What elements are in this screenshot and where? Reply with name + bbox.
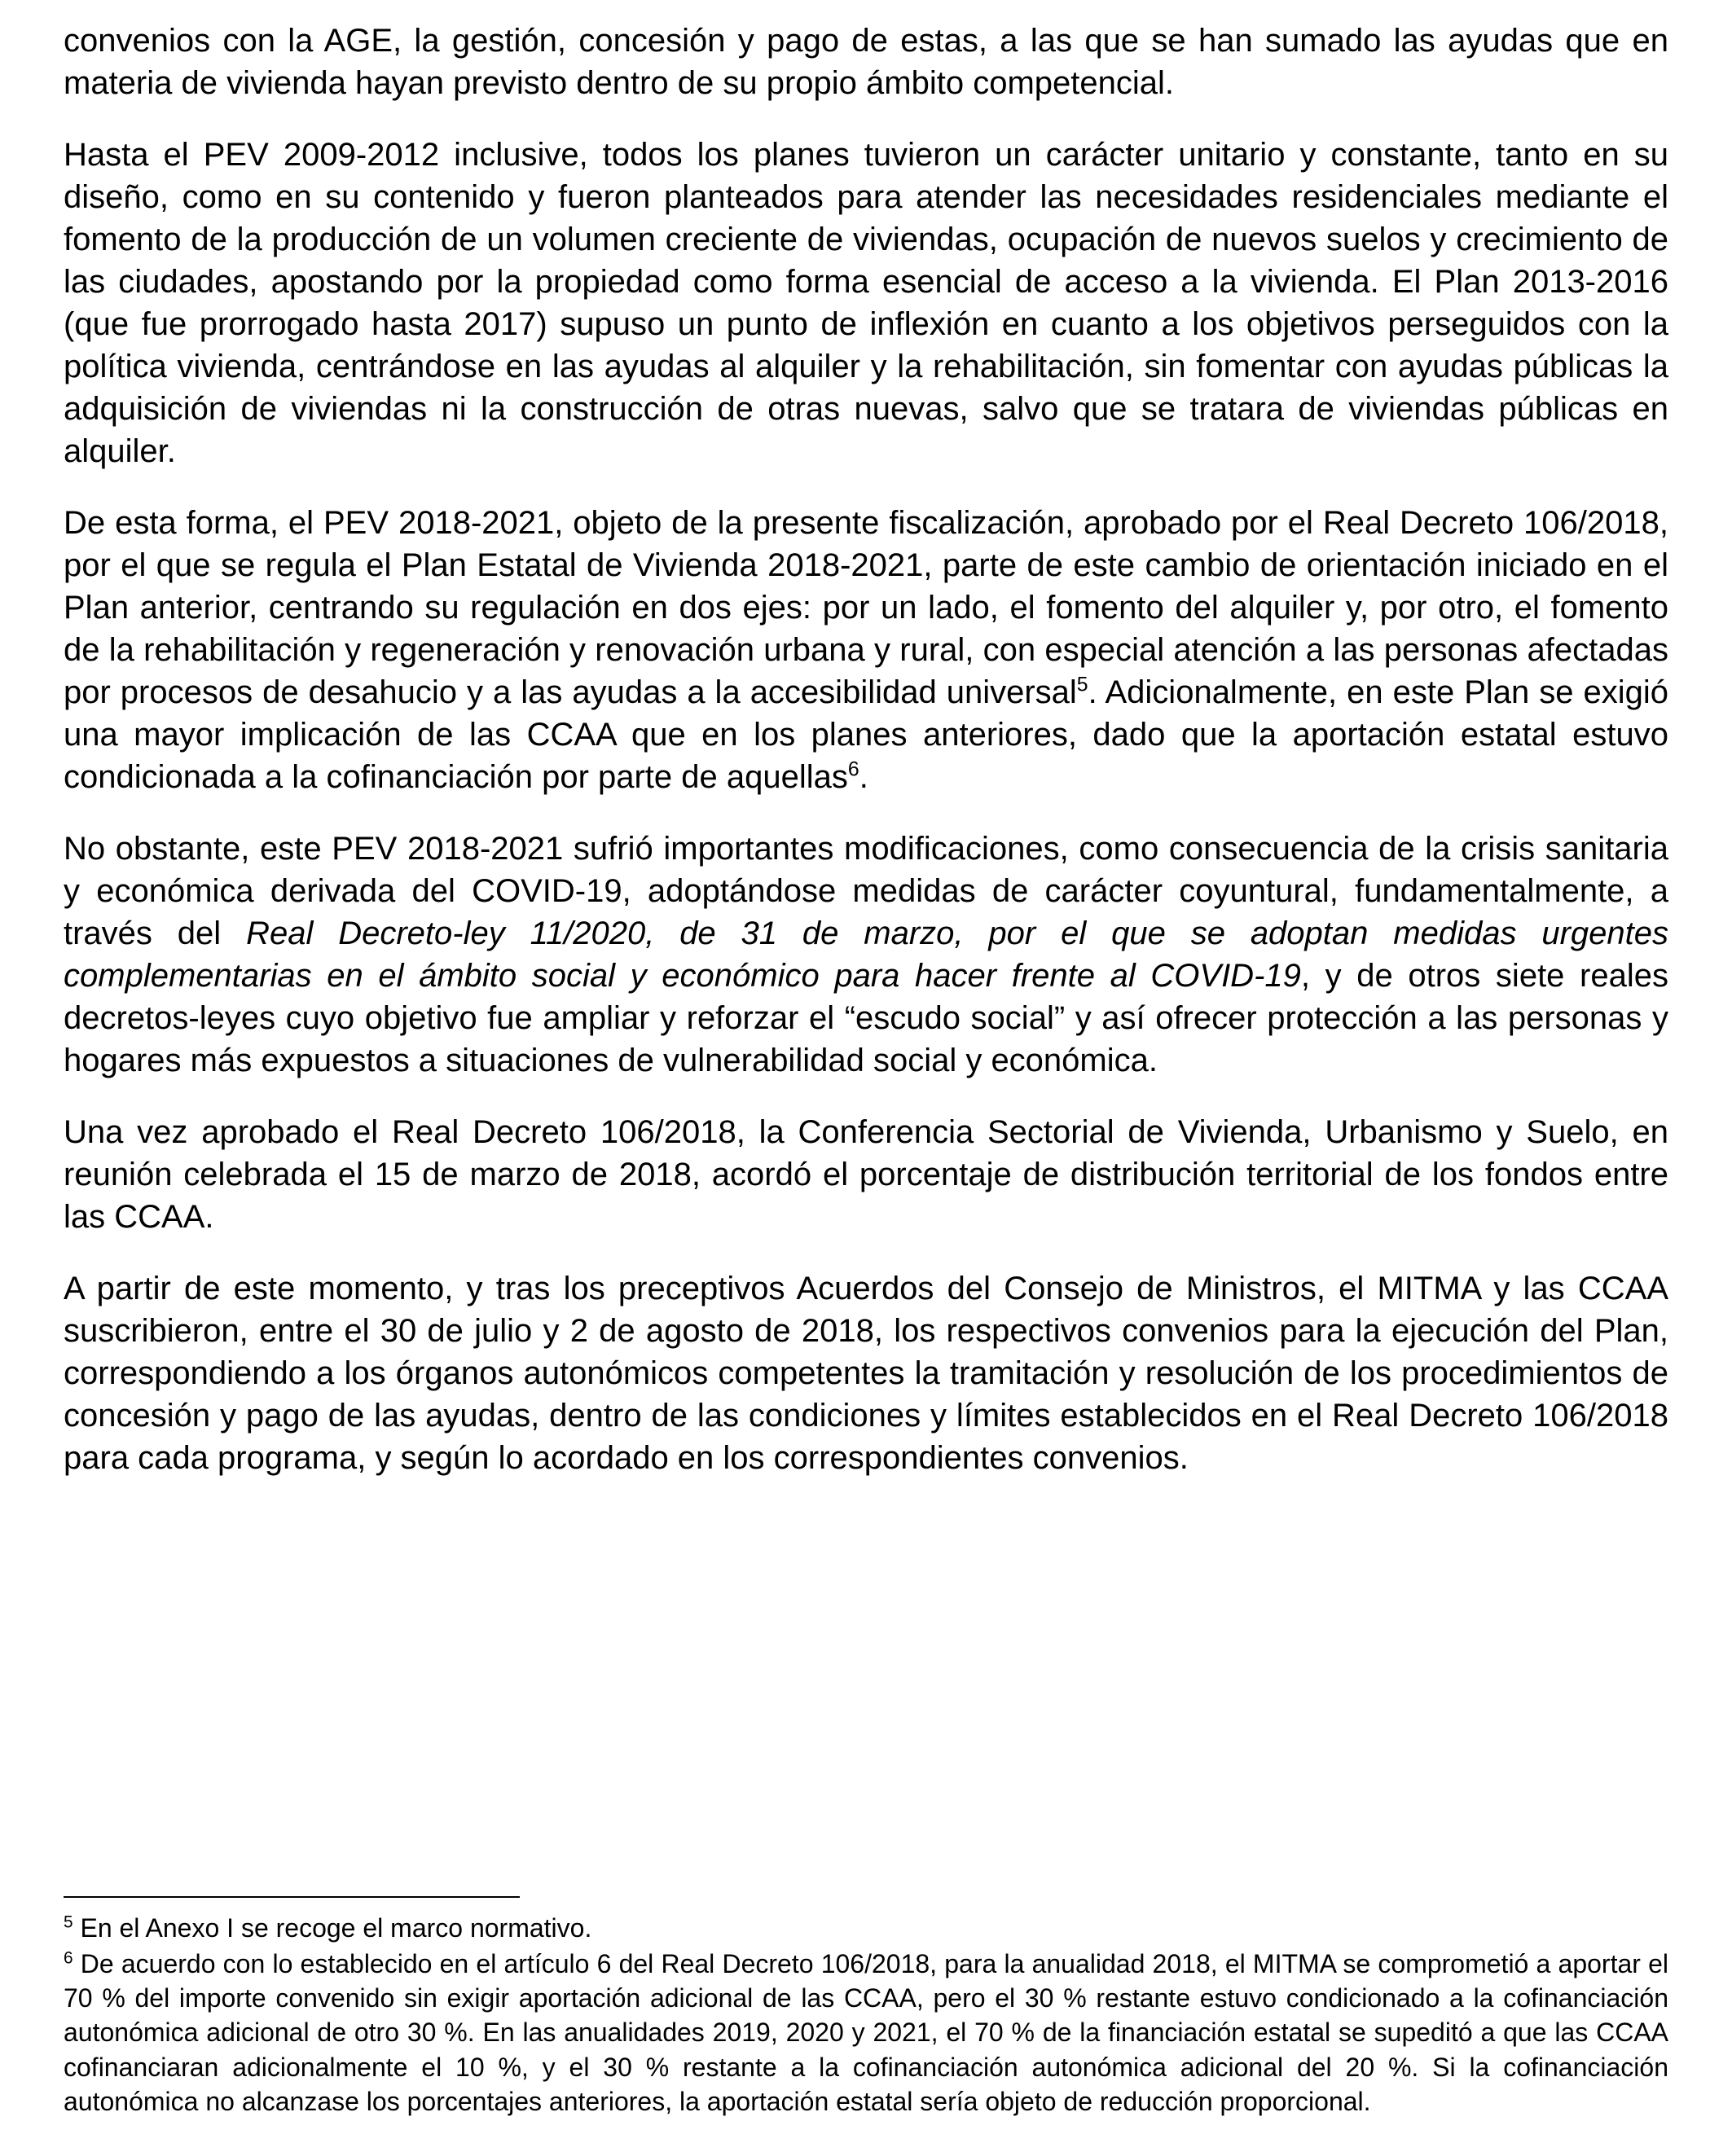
paragraph-5-text: Una vez aprobado el Real Decreto 106/2018, la Conferencia Sectorial de Vivienda, Urbanismo y Suelo, en reunión celebrada el 15 de marzo de 2018, acordó el porcentaje de distribución territorial de los fondos entre las CCAA. [64,1114,1668,1235]
footnote-5 [64,1911,1668,1945]
paragraph-6-text: A partir de este momento, y tras los preceptivos Acuerdos del Consejo de Ministros, el MITMA y las CCAA suscribieron, entre el 30 de julio y 2 de agosto de 2018, los respectivos convenios para la ejecución del Plan, correspondiendo a los órganos autonómicos competentes la tramitación y resolución de los procedimientos de concesión y pago de las ayudas, dentro de las condiciones y límites establecidos en el Real Decreto 106/2018 para cada programa, y según lo acordado en los correspondientes convenios. [64,1271,1668,1476]
paragraph-1 [64,20,1668,104]
paragraph-5 [64,1111,1668,1238]
paragraph-3-text-2: . Adicionalmente, en este Plan se exigió una mayor implicación de las CCAA que en los planes anteriores, dado que la aportación estatal estuvo condicionada a la cofinanciación por parte de aquellas [64,674,1669,795]
paragraph-1-text: convenios con la AGE, la gestión, concesión y pago de estas, a las que se han sumado las ayudas que en materia de vivienda hayan previsto dentro de su propio ámbito competencial. [64,23,1668,101]
paragraph-3 [64,502,1668,798]
footnote-ref-5: 5 [1076,674,1088,696]
paragraph-4-text-2: , y de otros siete reales decretos-leyes cuyo objetivo fue ampliar y reforzar el “escudo social” y así ofrecer protección a las personas y hogares más expuestos a situaciones de vulnerabilidad social y económica. [64,958,1668,1078]
paragraph-3-text-3: . [859,759,868,795]
footnote-ref-6: 6 [847,758,859,781]
footnote-5-text: En el Anexo I se recoge el marco normativo. [73,1912,592,1943]
document-body [64,20,1668,1479]
paragraph-4 [64,828,1668,1082]
paragraph-2 [64,134,1668,472]
paragraph-3-text-1: De esta forma, el PEV 2018-2021, objeto de la presente fiscalización, aprobado por el Real Decreto 106/2018, por el que se regula el Plan Estatal de Vivienda 2018-2021, parte de este cambio de orientación iniciado en el Plan anterior, centrando su regulación en dos ejes: por un lado, el fomento del alquiler y, por otro, el fomento de la rehabilitación y regeneración y renovación urbana y rural, con especial atención a las personas afectadas por procesos de desahucio y a las ayudas a la accesibilidad universal [64,505,1668,710]
decree-law-title-italic: Real Decreto-ley 11/2020, de 31 de marzo, por el que se adoptan medidas urgentes complementarias en el ámbito social y económico para hacer frente al COVID-19 [64,916,1669,994]
footnote-separator [64,1896,520,1898]
footnote-6 [64,1947,1668,2119]
paragraph-2-text: Hasta el PEV 2009-2012 inclusive, todos los planes tuvieron un carácter unitario y constante, tanto en su diseño, como en su contenido y fueron planteados para atender las necesidades residenciales mediante el fomento de la producción de un volumen creciente de viviendas, ocupación de nuevos suelos y crecimiento de las ciudades, apostando por la propiedad como forma esencial de acceso a la vivienda. El Plan 2013-2016 (que fue prorrogado hasta 2017) supuso un punto de inflexión en cuanto a los objetivos perseguidos con la política vivienda, centrándose en las ayudas al alquiler y la rehabilitación, sin fomentar con ayudas públicas la adquisición de viviendas ni la construcción de otras nuevas, salvo que se tratara de viviendas públicas en alquiler. [64,137,1668,469]
paragraph-4-text-1: No obstante, este PEV 2018-2021 sufrió importantes modificaciones, como consecuencia de la crisis sanitaria y económica derivada del COVID-19, adoptándose medidas de carácter coyuntural, fundamentalmente, a través del [64,831,1668,951]
footnote-6-marker: 6 [64,1948,73,1968]
footnotes-section [64,1896,1668,2120]
footnote-5-marker: 5 [64,1912,73,1931]
footnote-6-text: De acuerdo con lo establecido en el artículo 6 del Real Decreto 106/2018, para la anualidad 2018, el MITMA se comprometió a aportar el 70 % del importe convenido sin exigir aportación adicional de las CCAA, pero el 30 % restante estuvo condicionado a la cofinanciación autonómica adicional de otro 30 %. En las anualidades 2019, 2020 y 2021, el 70 % de la financiación estatal se supeditó a que las CCAA cofinanciaran adicionalmente el 10 %, y el 30 % restante a la cofinanciación autonómica adicional del 20 %. Si la cofinanciación autonómica no alcanzase los porcentajes anteriores, la aportación estatal sería objeto de reducción proporcional. [64,1948,1668,2116]
paragraph-6 [64,1267,1668,1479]
